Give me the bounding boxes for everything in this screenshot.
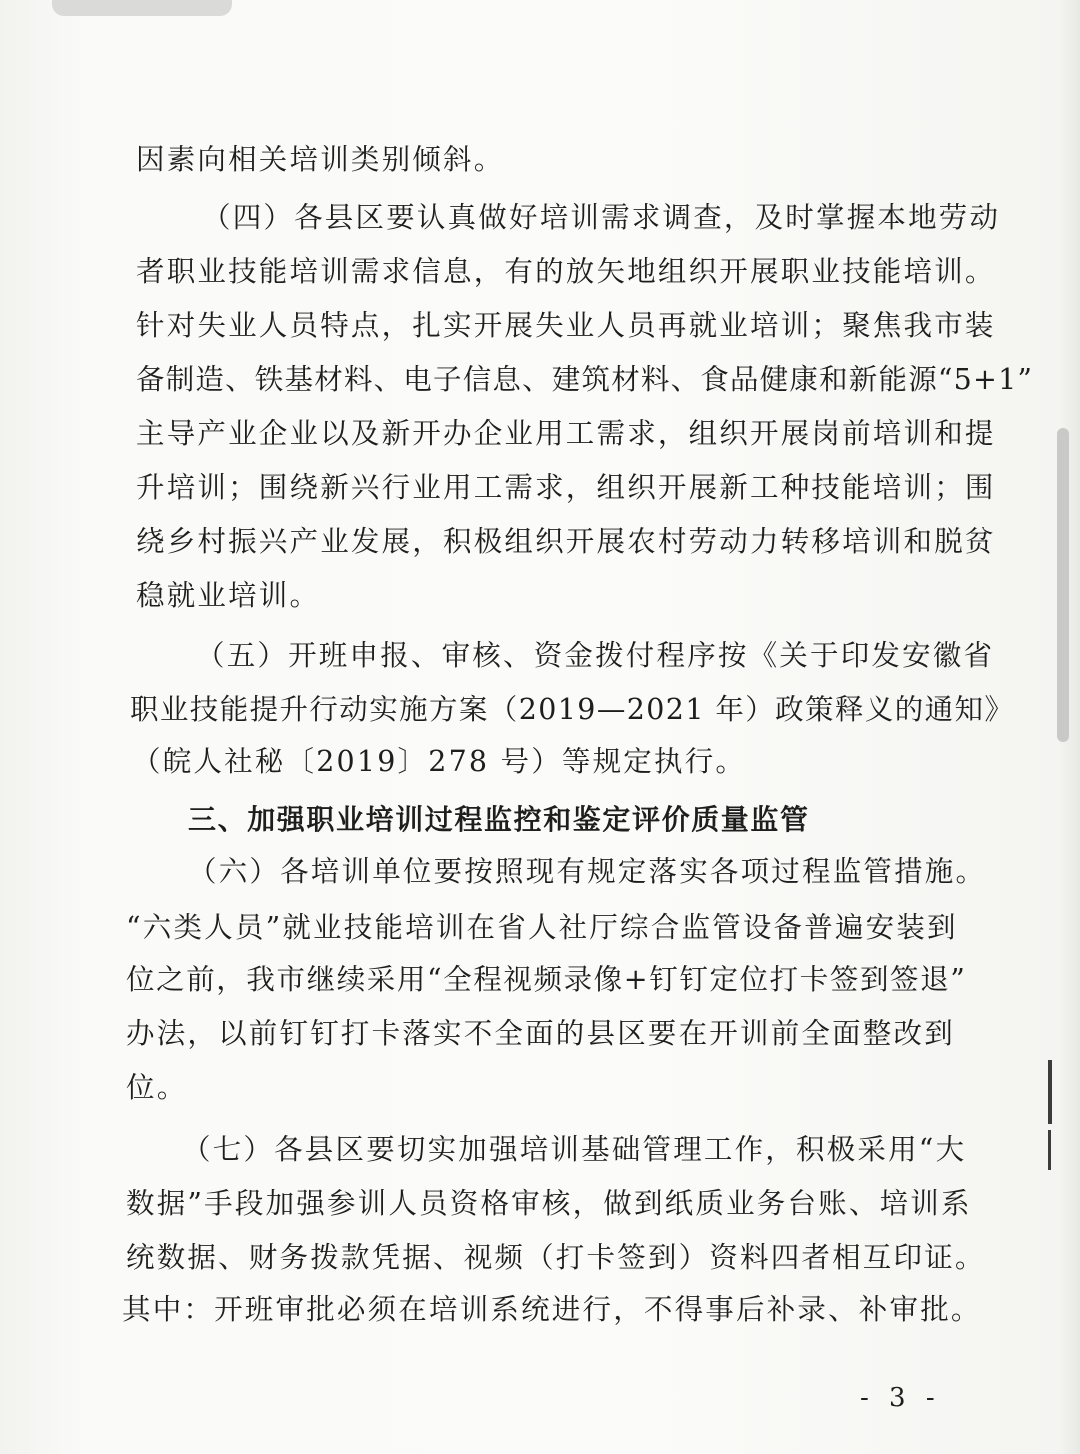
top-tab-shadow <box>52 0 232 16</box>
text-line: 备制造、铁基材料、电子信息、建筑材料、食品健康和新能源“5+1” <box>136 363 1034 396</box>
text-line: 位。 <box>126 1071 188 1104</box>
text-line: 办法，以前钉钉打卡落实不全面的县区要在开训前全面整改到 <box>126 1017 955 1050</box>
text-line: 职业技能提升行动实施方案（2019—2021 年）政策释义的通知》 <box>130 693 1015 726</box>
text-line: 统数据、财务拨款凭据、视频（打卡签到）资料四者相互印证。 <box>126 1241 986 1274</box>
binding-mark <box>1048 1130 1051 1170</box>
text-line: 其中：开班审批必须在培训系统进行，不得事后补录、补审批。 <box>122 1293 982 1326</box>
page-number: - 3 - <box>860 1383 941 1413</box>
text-line: 升培训；围绕新兴行业用工需求，组织开展新工种技能培训；围 <box>136 471 996 504</box>
text-line: 者职业技能培训需求信息，有的放矢地组织开展职业技能培训。 <box>136 255 996 288</box>
text-line: 针对失业人员特点，扎实开展失业人员再就业培训；聚焦我市装 <box>136 309 996 342</box>
text-line: 数据”手段加强参训人员资格审核，做到纸质业务台账、培训系 <box>126 1187 972 1220</box>
section-heading: 三、加强职业培训过程监控和鉴定评价质量监管 <box>188 803 810 836</box>
paragraph-seven-start: （七）各县区要切实加强培训基础管理工作，积极采用“大 <box>182 1133 967 1166</box>
paragraph-five-start: （五）开班申报、审核、资金拨付程序按《关于印发安徽省 <box>196 639 995 672</box>
text-line: 位之前，我市继续采用“全程视频录像+钉钉定位打卡签到签退” <box>126 963 967 996</box>
text-line: “六类人员”就业技能培训在省人社厅综合监管设备普遍安装到 <box>126 911 958 944</box>
text-line: 稳就业培训。 <box>136 579 321 612</box>
text-line: 绕乡村振兴产业发展，积极组织开展农村劳动力转移培训和脱贫 <box>136 525 996 558</box>
text-line: 因素向相关培训类别倾斜。 <box>136 143 505 176</box>
text-line: 主导产业企业以及新开办企业用工需求，组织开展岗前培训和提 <box>136 417 996 450</box>
paragraph-six-start: （六）各培训单位要按照现有规定落实各项过程监管措施。 <box>188 855 987 888</box>
text-line: （皖人社秘〔2019〕278 号）等规定执行。 <box>132 745 747 778</box>
binding-mark <box>1048 1060 1052 1124</box>
scrollbar-thumb[interactable] <box>1057 428 1069 742</box>
paragraph-four-start: （四）各县区要认真做好培训需求调查，及时掌握本地劳动 <box>202 201 1001 234</box>
